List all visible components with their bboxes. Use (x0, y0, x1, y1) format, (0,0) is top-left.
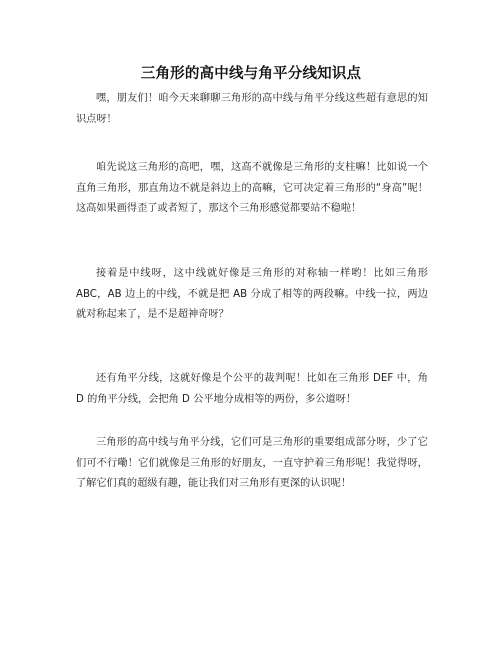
document-title: 三角形的高中线与角平分线知识点 (140, 66, 362, 82)
paragraph-median: 接着是中线呀，这中线就好像是三角形的对称轴一样哟！比如三角形 ABC，AB 边上的中线，不就是把 AB 分成了相等的两段嘛。中线一拉，两边就对称起来了，是不是超神奇呀？ (76, 268, 428, 320)
paragraph-intro: 嘿，朋友们！咱今天来聊聊三角形的高中线与角平分线这些超有意思的知识点呀！ (76, 93, 428, 125)
paragraph-altitude: 咱先说这三角形的高吧，嘿，这高不就像是三角形的支柱嘛！比如说一个直角三角形，那直角边不就是斜边上的高嘛，它可决定着三角形的“身高”呢！这高如果画得歪了或者短了，那这个三角形感觉都要站不稳啦！ (76, 162, 428, 214)
paragraph-angle-bisector: 还有角平分线，这就好像是个公平的裁判呢！比如在三角形 DEF 中，角 D 的角平分线，会把角 D 公平地分成相等的两份，多公道呀！ (76, 373, 428, 405)
paragraph-conclusion: 三角形的高中线与角平分线，它们可是三角形的重要组成部分呀，少了它们可不行嘞！它们就像是三角形的好朋友，一直守护着三角形呢！我觉得呀，了解它们真的超级有趣，能让我们对三角形有更深的认识呢！ (76, 437, 428, 489)
